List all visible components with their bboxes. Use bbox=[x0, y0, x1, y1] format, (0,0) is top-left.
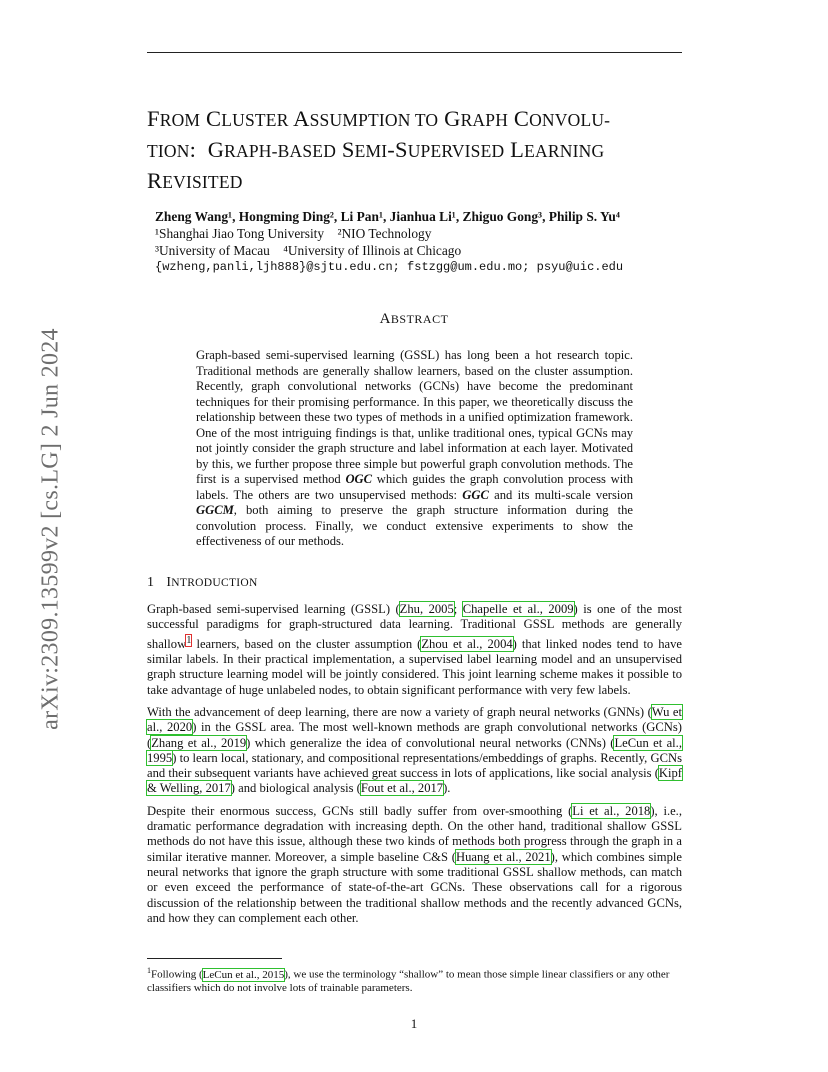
top-rule bbox=[147, 52, 682, 53]
abstract-heading: ABSTRACT bbox=[379, 311, 449, 327]
footnote-mark: 1 bbox=[147, 966, 151, 975]
text-run: Despite their enormous success, GCNs still badly suffer from over-smoothing ( bbox=[147, 803, 573, 818]
method-ggc: GGC bbox=[462, 487, 489, 502]
abstract-part: Graph-based semi-supervised learning (GSSL) has long been a hot research topic. Traditional methods are generally shallow learners, based on the cluster assumption. Recently, graph convolutional networks (GCNs) have become the predominant techniques for their promising performance. In this paper, we theoretically discuss the relationship between these two types of methods in a unified optimization framework. One of the most intriguing findings is that, unlike traditional ones, typical GCNs may not jointly consider the graph structure and label information at each layer. Motivated by this, we further propose three simple but powerful graph convolution methods. The first is a supervised method bbox=[196, 348, 633, 486]
text-run: ), which combines simple neural networks that ignore the graph structure with some traditional GSSL shallow methods, can match or even exceed the performance of state-of-the-art GCNs. These observations call for a rigorous discussion of the relationship between the traditional shallow methods and the recently advanced GCNs, and how they can complement each other. bbox=[147, 849, 682, 925]
affiliation-line-2: ³University of Macau ⁴University of Illinois at Chicago bbox=[155, 243, 462, 258]
citation-link[interactable]: LeCun et al., 1995 bbox=[147, 735, 682, 765]
text-run: ), i.e., dramatic performance degradation with increasing depth. On the other hand, traditional shallow GSSL methods do not have this issue, although these two kinds of methods both progress through the graph in a similar iterative manner. Moreover, a simple baseline C&S ( bbox=[147, 803, 682, 864]
arxiv-id: arXiv:2309.13599v2 [cs.LG] 2 Jun 2024 bbox=[37, 327, 64, 730]
author-emails: {wzheng,panli,ljh888}@sjtu.edu.cn; fstzgg@um.edu.mo; psyu@uic.edu bbox=[155, 260, 624, 274]
citation-link[interactable]: LeCun et al., 2015 bbox=[202, 968, 285, 981]
citation-link[interactable]: Zhang et al., 2019 bbox=[151, 735, 247, 750]
paragraph bbox=[147, 602, 682, 698]
section-heading bbox=[147, 575, 258, 591]
citation-link[interactable]: Zhu, 2005 bbox=[399, 602, 454, 616]
text-run: ). bbox=[443, 781, 451, 796]
method-ggcm: GGCM bbox=[196, 503, 234, 517]
affiliation-line-1: ¹Shanghai Jiao Tong University ²NIO Technology bbox=[155, 226, 432, 241]
abstract-text bbox=[196, 348, 633, 550]
text-run: ) and biological analysis ( bbox=[230, 781, 361, 796]
text-run: Following ( bbox=[151, 968, 203, 981]
text-run: ) is one of the most successful paradigms for graph-structured data learning. Traditional GSSL methods are generally shallow bbox=[147, 602, 682, 651]
citation-link[interactable]: Huang et al., 2021 bbox=[455, 849, 551, 864]
footnote-ref[interactable]: 1 bbox=[186, 634, 192, 646]
text-run: ) in the GSSL area. The most well-known methods are graph convolutional networks (GCNs) ( bbox=[147, 720, 682, 750]
text-run: Graph-based semi-supervised learning (GSSL) ( bbox=[147, 602, 400, 616]
text-run: learners, based on the cluster assumption ( bbox=[191, 636, 422, 651]
method-ogc: OGC bbox=[345, 472, 373, 486]
paragraph bbox=[147, 705, 682, 797]
citation-link[interactable]: Zhou et al., 2004 bbox=[421, 636, 513, 651]
paper-title bbox=[147, 104, 687, 197]
author-block bbox=[155, 208, 675, 276]
citation-link[interactable]: Chapelle et al., 2009 bbox=[462, 602, 574, 616]
citation-link[interactable]: Wu et al., 2020 bbox=[147, 704, 682, 735]
arxiv-stamp bbox=[36, 296, 66, 761]
text-run: ; bbox=[453, 602, 463, 616]
title-line-2: TION: GRAPH-BASED SEMI-SUPERVISED LEARNING bbox=[147, 137, 605, 162]
body-text bbox=[147, 602, 682, 933]
text-run: ) that linked nodes tend to have similar labels. In their practical implementation, a supervised label learning model and an unsupervised graph structure learning model will be jointly considered. This joint learning scheme makes it possible to take advantage of huge unlabeled nodes, to obtain significant performance with very few labels. bbox=[147, 636, 682, 697]
footnote bbox=[147, 964, 682, 996]
title-line-3: REVISITED bbox=[147, 168, 243, 193]
abstract-part: and its multi-scale version bbox=[488, 487, 633, 502]
section-title: INTRODUCTION bbox=[166, 575, 258, 590]
paragraph bbox=[147, 804, 682, 926]
citation-link[interactable]: Li et al., 2018 bbox=[572, 803, 651, 818]
text-run: ) which generalize the idea of convolutional neural networks (CNNs) ( bbox=[246, 735, 615, 750]
title-line-1: FROM CLUSTER ASSUMPTION TO GRAPH CONVOLU- bbox=[147, 106, 611, 131]
citation-link[interactable]: Kipf & Welling, 2017 bbox=[147, 766, 682, 796]
abstract-part: , both aiming to preserve the graph structure information during the convolution process. Finally, we conduct extensive experiments to show the effectiveness of our methods. bbox=[196, 503, 633, 548]
text-run: ) to learn local, stationary, and compositional representations/embeddings of graphs. Recently, GCNs and their subsequent variants have achieved great success in lots of applications, like social analysis ( bbox=[147, 750, 682, 781]
text-run: With the advancement of deep learning, there are now a variety of graph neural networks (GNNs) ( bbox=[147, 704, 652, 719]
author-names: Zheng Wang¹, Hongming Ding², Li Pan¹, Jianhua Li¹, Zhiguo Gong³, Philip S. Yu⁴ bbox=[155, 209, 620, 224]
section-number: 1 bbox=[147, 575, 155, 590]
citation-link[interactable]: Fout et al., 2017 bbox=[360, 781, 444, 796]
page-number: 1 bbox=[410, 1016, 418, 1031]
text-run: ), we use the terminology “shallow” to mean those simple linear classifiers or any other classifiers which do not involve lots of trainable parameters. bbox=[147, 968, 670, 995]
footnote-rule bbox=[147, 958, 282, 959]
abstract-part: which guides the graph convolution process with labels. The others are two unsupervised methods: bbox=[196, 472, 633, 502]
